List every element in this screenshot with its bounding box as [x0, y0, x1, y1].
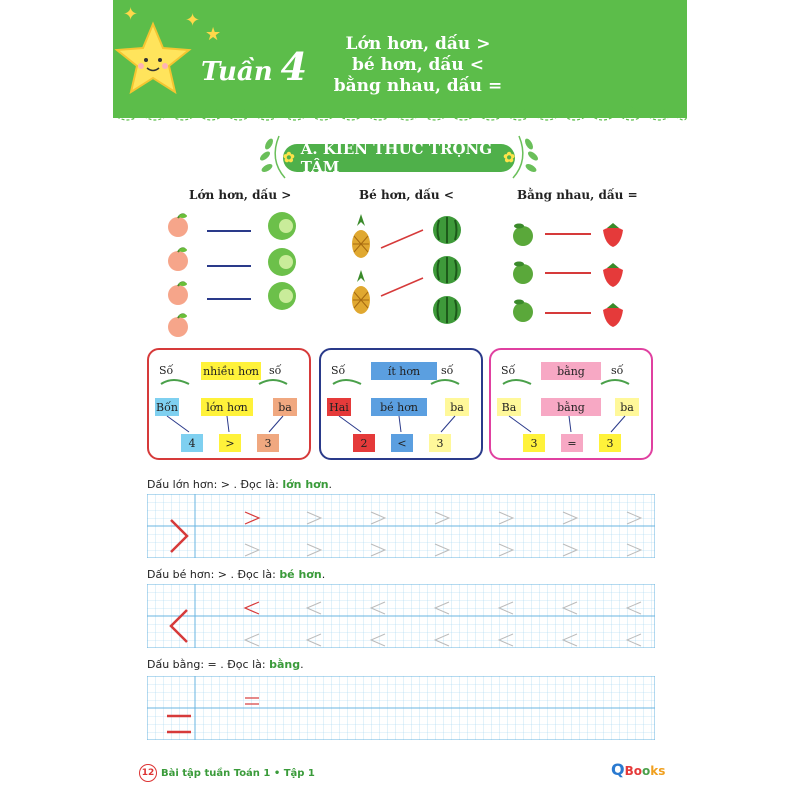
- box-arrows: [321, 350, 481, 458]
- comparison-sign: =: [561, 434, 583, 452]
- match-lines-diagonal: [379, 222, 425, 302]
- column-title-equal: Bằng nhau, dấu =: [517, 188, 638, 202]
- writing-grid-greater: [147, 494, 655, 558]
- number-value: 3: [257, 434, 279, 452]
- watermelon-icon: [431, 254, 463, 286]
- match-line: [207, 265, 251, 267]
- watermelon-icon: [431, 214, 463, 246]
- number-value: 3: [429, 434, 451, 452]
- column-title-greater: Lớn hơn, dấu >: [189, 188, 292, 202]
- peach-icon: [165, 212, 191, 238]
- watermelon-icon: [431, 294, 463, 326]
- comparison-box-less: [319, 348, 483, 460]
- comparison-box-equal: [489, 348, 653, 460]
- page-number: 12: [139, 764, 157, 782]
- lime-icon: [509, 296, 537, 324]
- strawberry-icon: [599, 300, 627, 328]
- pineapple-icon: [349, 212, 373, 262]
- guava-icon: [265, 278, 299, 312]
- writing-grid-equal: [147, 676, 655, 740]
- peach-icon: [165, 280, 191, 306]
- box-label: Số: [331, 364, 346, 377]
- number-word: ba: [615, 398, 639, 416]
- comparison-box-greater: [147, 348, 311, 460]
- worksheet-page: [113, 0, 687, 800]
- footer-book-info: [139, 764, 315, 782]
- section-title: ✿ A. KIẾN THỨC TRỌNG TÂM ✿: [283, 140, 515, 176]
- box-arrows: [491, 350, 651, 458]
- box-middle: bằng: [541, 362, 601, 380]
- sparkle-icon: ✦: [185, 10, 201, 31]
- number-value: 3: [599, 434, 621, 452]
- number-word: Ba: [497, 398, 521, 416]
- relation-word: lớn hơn: [201, 398, 253, 416]
- comparison-sign: >: [219, 434, 241, 452]
- practice-label-greater: Dấu lớn hơn: > . Đọc là: lớn hơn.: [147, 478, 333, 491]
- strawberry-icon: [599, 260, 627, 288]
- number-word: Hai: [327, 398, 351, 416]
- star-mascot-icon: [113, 20, 193, 98]
- box-label: Số: [159, 364, 174, 377]
- book-title: Bài tập tuần Toán 1 • Tập 1: [161, 767, 315, 779]
- box-label: số: [269, 364, 282, 377]
- column-title-less: Bé hơn, dấu <: [359, 188, 454, 202]
- lime-icon: [509, 220, 537, 248]
- section-heading: [255, 128, 543, 188]
- match-line: [545, 272, 591, 274]
- peach-icon: [165, 312, 191, 338]
- box-label: Số: [501, 364, 516, 377]
- box-middle: ít hơn: [371, 362, 437, 380]
- pineapple-icon: [349, 268, 373, 318]
- flower-icon: ✿: [283, 150, 295, 166]
- number-word: ba: [445, 398, 469, 416]
- match-line: [207, 230, 251, 232]
- match-line: [545, 312, 591, 314]
- publisher-logo: QBooks: [611, 760, 666, 779]
- writing-grid-less: [147, 584, 655, 648]
- sparkle-icon: ✦: [123, 4, 139, 25]
- match-line: [545, 233, 591, 235]
- relation-word: bé hơn: [371, 398, 427, 416]
- peach-icon: [165, 246, 191, 272]
- practice-label-less: Dấu bé hơn: > . Đọc là: bé hơn.: [147, 568, 326, 581]
- week-label: Tuần 4: [201, 44, 308, 89]
- flower-icon: ✿: [503, 150, 515, 166]
- lesson-title: Lớn hơn, dấu > bé hơn, dấu < bằng nhau, dấu =: [333, 34, 503, 96]
- lime-icon: [509, 258, 537, 286]
- number-value: 2: [353, 434, 375, 452]
- number-word: Bốn: [155, 398, 179, 416]
- strawberry-icon: [599, 220, 627, 248]
- sparkle-icon: ★: [205, 24, 222, 45]
- box-label: số: [611, 364, 624, 377]
- guava-icon: [265, 208, 299, 242]
- relation-word: bằng: [541, 398, 601, 416]
- box-label: số: [441, 364, 454, 377]
- box-arrows: [149, 350, 309, 458]
- number-value: 4: [181, 434, 203, 452]
- header-wave-border: [113, 96, 687, 126]
- number-word: ba: [273, 398, 297, 416]
- box-middle: nhiều hơn: [201, 362, 261, 380]
- practice-label-equal: Dấu bằng: = . Đọc là: bằng.: [147, 658, 304, 671]
- number-value: 3: [523, 434, 545, 452]
- guava-icon: [265, 244, 299, 278]
- match-line: [207, 298, 251, 300]
- comparison-sign: <: [391, 434, 413, 452]
